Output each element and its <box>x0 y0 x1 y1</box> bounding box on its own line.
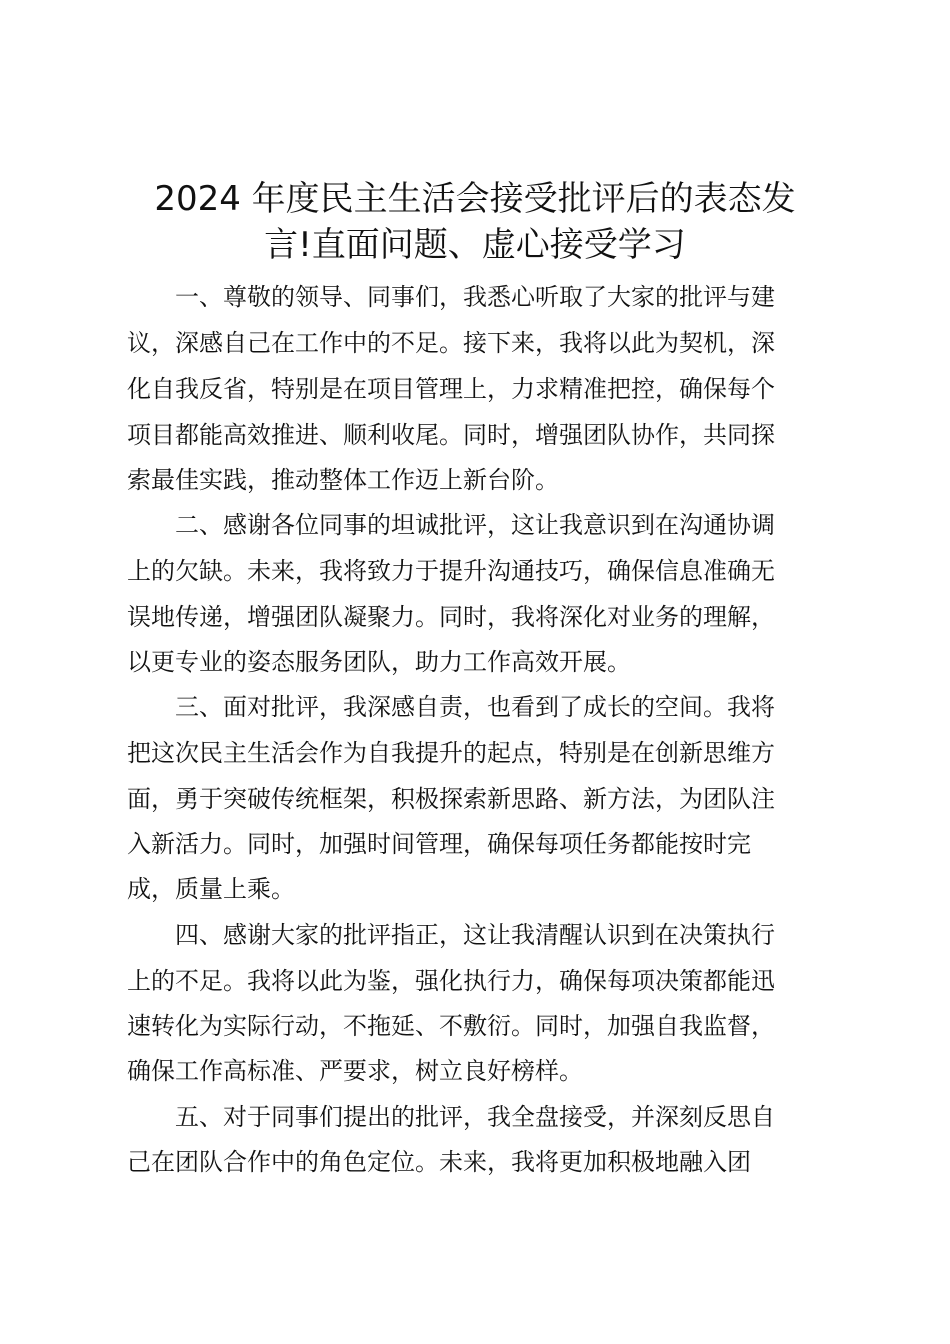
paragraph-2-line-1: 二、感谢各位同事的坦诚批评，这让我意识到在沟通协调 <box>175 511 775 539</box>
paragraph-4-line-1: 四、感谢大家的批评指正，这让我清醒认识到在决策执行 <box>175 921 775 949</box>
document-title-line-2: 言!直面问题、虚心接受学习 <box>264 225 686 265</box>
paragraph-1-line-5: 索最佳实践，推动整体工作迈上新台阶。 <box>127 466 559 494</box>
paragraph-1-line-1: 一、尊敬的领导、同事们，我悉心听取了大家的批评与建 <box>175 283 775 311</box>
paragraph-3-line-2: 把这次民主生活会作为自我提升的起点，特别是在创新思维方 <box>127 739 775 767</box>
paragraph-1-line-3: 化自我反省，特别是在项目管理上，力求精准把控，确保每个 <box>127 375 775 403</box>
paragraph-3-line-3: 面，勇于突破传统框架，积极探索新思路、新方法，为团队注 <box>127 785 775 813</box>
paragraph-3-line-4: 入新活力。同时，加强时间管理，确保每项任务都能按时完 <box>127 830 751 858</box>
paragraph-1-line-4: 项目都能高效推进、顺利收尾。同时，增强团队协作，共同探 <box>127 421 775 449</box>
paragraph-4-line-4: 确保工作高标准、严要求，树立良好榜样。 <box>127 1057 583 1085</box>
paragraph-3-line-1: 三、面对批评，我深感自责，也看到了成长的空间。我将 <box>175 693 775 721</box>
paragraph-5-line-2: 己在团队合作中的角色定位。未来，我将更加积极地融入团 <box>127 1148 751 1176</box>
paragraph-4-line-3: 速转化为实际行动，不拖延、不敷衍。同时，加强自我监督， <box>127 1012 775 1040</box>
paragraph-2-line-4: 以更专业的姿态服务团队，助力工作高效开展。 <box>127 648 631 676</box>
paragraph-2-line-3: 误地传递，增强团队凝聚力。同时，我将深化对业务的理解， <box>127 603 775 631</box>
document-title-line-1: 2024 年度民主生活会接受批评后的表态发 <box>154 179 796 219</box>
paragraph-1-line-2: 议，深感自己在工作中的不足。接下来，我将以此为契机，深 <box>127 329 775 357</box>
paragraph-4-line-2: 上的不足。我将以此为鉴，强化执行力，确保每项决策都能迅 <box>127 967 775 995</box>
paragraph-3-line-5: 成，质量上乘。 <box>127 875 295 903</box>
paragraph-2-line-2: 上的欠缺。未来，我将致力于提升沟通技巧，确保信息准确无 <box>127 557 775 585</box>
paragraph-5-line-1: 五、对于同事们提出的批评，我全盘接受，并深刻反思自 <box>175 1103 775 1131</box>
